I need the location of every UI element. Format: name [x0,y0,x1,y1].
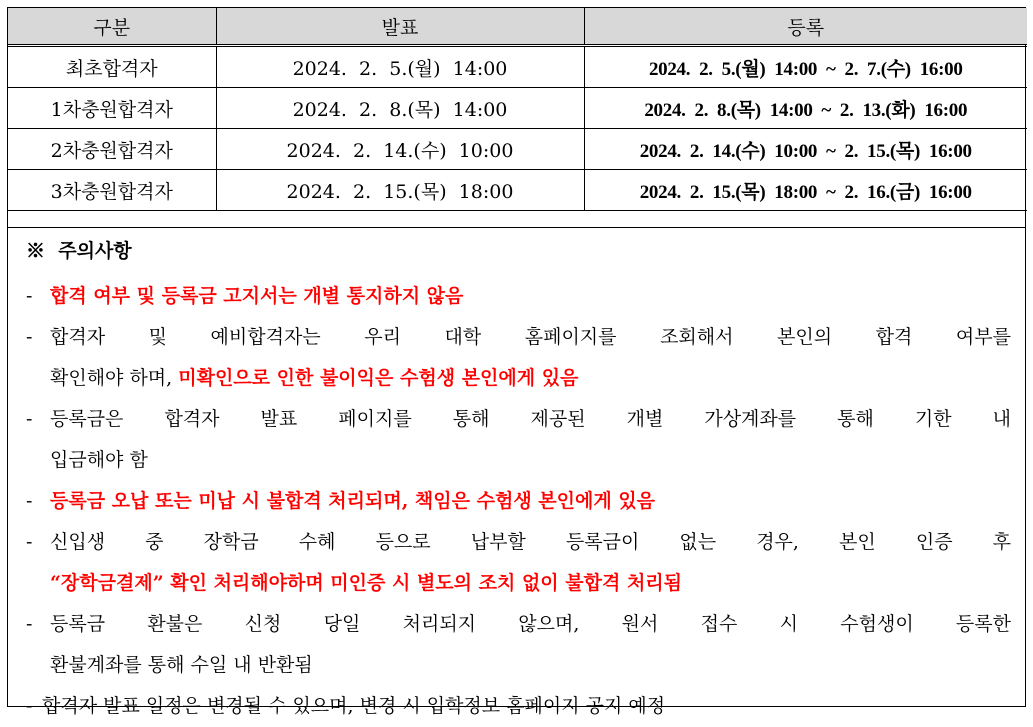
table-row [8,129,1027,170]
note-continuation [26,645,1011,686]
admission-notice [7,7,1026,717]
row-registration: 2024. 2. 14.(수) 10:00 ~ 2. 15.(목) 16:00 [584,129,1027,170]
note-item [26,276,1011,317]
note-item [26,317,1011,358]
note-item [26,604,1011,645]
row-category: 1차충원합격자 [8,88,216,129]
row-category: 최초합격자 [8,46,216,88]
note-text: 신입생 중 장학금 수혜 등으로 납부할 등록금이 없는 경우, 본인 인증 후 [50,531,1011,553]
note-text: 등록금은 합격자 발표 페이지를 통해 제공된 개별 가상계좌를 통해 기한 내 [50,408,1011,430]
note-dash: - [26,326,33,348]
note-dash: - [26,613,33,635]
note-text: 등록금 오납 또는 미납 시 불합격 처리되며, 책임은 수험생 본인에게 있음 [50,490,656,512]
row-announcement: 2024. 2. 15.(목) 18:00 [216,170,584,211]
notes-section [8,227,1025,717]
note-highlight: 미확인으로 인한 불이익은 수험생 본인에게 있음 [178,367,579,389]
note-text: 합격 여부 및 등록금 고지서는 개별 통지하지 않음 [50,285,464,307]
note-continuation [26,563,1011,604]
row-registration: 2024. 2. 8.(목) 14:00 ~ 2. 13.(화) 16:00 [584,88,1027,129]
note-text: 등록금 환불은 신청 당일 처리되지 않으며, 원서 접수 시 수험생이 등록한 [50,613,1011,635]
note-dash: - [26,695,33,717]
table-header-row [8,8,1027,46]
row-category: 3차충원합격자 [8,170,216,211]
note-continuation [26,440,1011,481]
note-dash: - [26,490,33,512]
header-registration: 등록 [584,8,1027,46]
notes-title: ※ 주의사항 [26,240,132,262]
note-item [26,399,1011,440]
note-item [26,686,1011,727]
note-dash: - [26,285,33,307]
row-registration: 2024. 2. 15.(목) 18:00 ~ 2. 16.(금) 16:00 [584,170,1027,211]
note-item [26,481,1011,522]
row-category: 2차충원합격자 [8,129,216,170]
row-announcement: 2024. 2. 8.(목) 14:00 [216,88,584,129]
table-row [8,46,1027,88]
note-highlight: “장학금결제” 확인 처리해야하며 미인증 시 별도의 조치 없이 불합격 처리됨 [50,572,683,594]
row-registration: 2024. 2. 5.(월) 14:00 ~ 2. 7.(수) 16:00 [584,46,1027,88]
table-row [8,170,1027,211]
note-dash: - [26,531,33,553]
note-text: 입금해야 함 [50,449,148,471]
note-item [26,522,1011,563]
note-text: 합격자 및 예비합격자는 우리 대학 홈페이지를 조회해서 본인의 합격 여부를 [50,326,1011,348]
schedule-table [8,8,1027,211]
row-announcement: 2024. 2. 14.(수) 10:00 [216,129,584,170]
note-text: 환불계좌를 통해 수일 내 반환됨 [50,654,313,676]
note-text: 확인해야 하며, [50,367,179,389]
note-dash: - [26,408,33,430]
table-row [8,88,1027,129]
note-continuation [26,358,1011,399]
header-category: 구분 [8,8,216,46]
row-announcement: 2024. 2. 5.(월) 14:00 [216,46,584,88]
header-announcement: 발표 [216,8,584,46]
note-text: 합격자 발표 일정은 변경될 수 있으며, 변경 시 입학정보 홈페이지 공지 예정 [42,695,666,717]
